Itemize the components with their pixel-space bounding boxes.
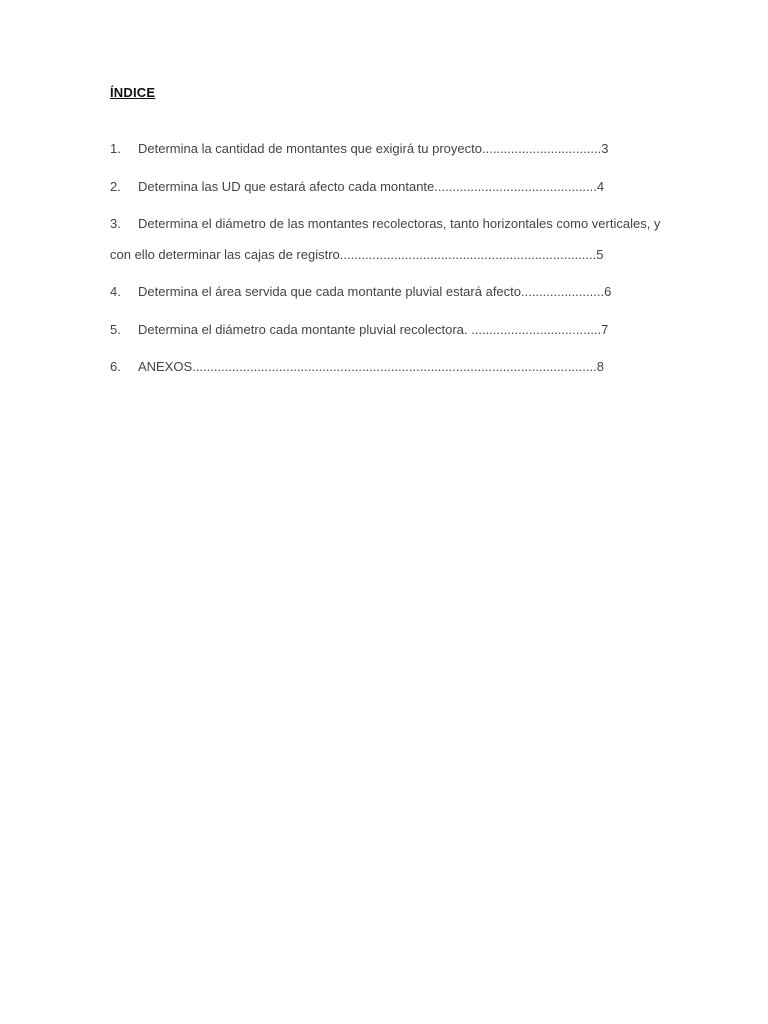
toc-entry-leader: .......................: [521, 284, 605, 299]
toc-entry-text: ANEXOS: [138, 359, 193, 374]
toc-entry-2: [110, 177, 710, 196]
toc-entry-leader: .......................................................................: [339, 247, 597, 262]
toc-entry-number: 4.: [110, 284, 121, 299]
toc-entry-text: Determina el diámetro cada montante pluvial recolectora.: [138, 322, 472, 337]
toc-entry-number: 3.: [110, 216, 121, 231]
toc-entry-3: [110, 214, 710, 264]
toc-entry-6: [110, 357, 710, 376]
toc-entry-leader: ................................................................................................................: [192, 359, 597, 374]
toc-entry-4: [110, 282, 710, 301]
toc-entry-5: [110, 320, 710, 339]
toc-list: [110, 139, 710, 376]
toc-entry-text: Determina la cantidad de montantes que exigirá tu proyecto: [138, 141, 482, 156]
toc-entry-number: 1.: [110, 141, 121, 156]
toc-entry-page: 4: [596, 179, 605, 194]
toc-entry-page: 7: [601, 322, 609, 337]
toc-entry-leader: .............................................: [434, 179, 597, 194]
toc-entry-continuation: [110, 245, 710, 264]
toc-entry-number: 2.: [110, 179, 121, 194]
toc-entry-leader: .................................: [481, 141, 602, 156]
toc-entry-page: 5: [596, 247, 604, 262]
toc-entry-1: [110, 139, 710, 158]
toc-entry-leader: ....................................: [471, 322, 602, 337]
page-title: ÍNDICE: [110, 85, 156, 100]
toc-entry-number: 5.: [110, 322, 121, 337]
toc-entry-text: Determina las UD que estará afecto cada montante: [138, 179, 435, 194]
toc-entry-text-line2: con ello determinar las cajas de registro: [110, 247, 340, 262]
toc-entry-text: Determina el diámetro de las montantes recolectoras, tanto horizontales como verticales, y: [138, 216, 661, 231]
toc-entry-page: 3: [601, 141, 609, 156]
toc-entry-page: 6: [604, 284, 612, 299]
toc-entry-text: Determina el área servida que cada montante pluvial estará afecto: [138, 284, 521, 299]
toc-entry-number: 6.: [110, 359, 121, 374]
toc-entry-page: 8: [596, 359, 604, 374]
